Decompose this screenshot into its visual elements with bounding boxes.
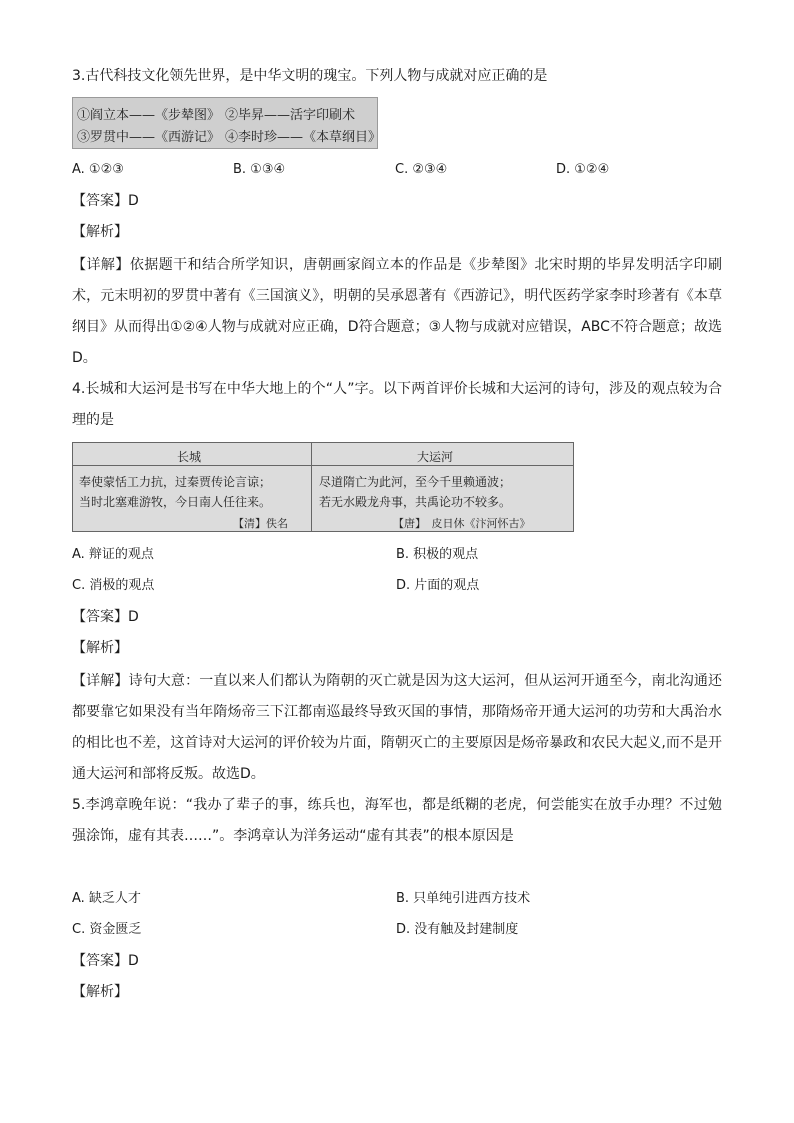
poem-left-line1: 奉使蒙恬工力抗，过秦贾传论言谅；	[79, 475, 272, 489]
q3-stem: 3.古代科技文化领先世界，是中华文明的瑰宝。下列人物与成就对应正确的是	[72, 68, 548, 84]
q4-analysis-label: 【解析】	[72, 640, 128, 656]
q3-item-3: ③罗贯中——《西游记》	[77, 130, 221, 145]
q3-item-4: ④李时珍——《本草纲目》	[225, 130, 382, 145]
q5-option-b: B. 只单纯引进西方技术	[396, 891, 531, 906]
q3-item-2: ②毕昇——活字印刷术	[225, 108, 356, 123]
poem-left-source: 【清】佚名	[233, 517, 288, 530]
poem-right-line1: 尽道隋亡为此河，至今千里赖通波；	[319, 475, 512, 489]
q3-option-d: D. ①②④	[556, 162, 610, 177]
q4-option-b: B. 积极的观点	[396, 547, 479, 562]
poem-left-title: 长城	[177, 450, 202, 464]
poem-divider	[311, 443, 312, 531]
q3-answer: 【答案】D	[72, 193, 139, 209]
q5-answer: 【答案】D	[72, 953, 139, 969]
q4-option-c: C. 消极的观点	[72, 578, 155, 593]
q4-option-a: A. 辩证的观点	[72, 547, 154, 562]
q4-poem-figure	[72, 442, 574, 532]
q4-option-d: D. 片面的观点	[396, 578, 480, 593]
poem-right-line2: 若无水殿龙舟事，共禹论功不较多。	[319, 495, 512, 509]
q5-option-c: C. 资金匮乏	[72, 922, 142, 937]
q3-option-c: C. ②③④	[395, 162, 448, 177]
q5-stem: 5.李鸿章晚年说：“我办了辈子的事，练兵也，海军也，都是纸糊的老虎，何尝能实在放手办理？不过勉强涂饰，虚有其表……”。李鸿章认为洋务运动“虚有其表”的根本原因是	[72, 797, 722, 844]
poem-header-rule	[73, 447, 573, 466]
poem-right-title: 大运河	[417, 450, 454, 464]
q4-answer: 【答案】D	[72, 609, 139, 625]
q3-option-a: A. ①②③	[72, 162, 124, 177]
poem-left-line2: 当时北塞难游牧，今日南人任往来。	[79, 495, 272, 509]
q3-detail: 【详解】依据题干和结合所学知识，唐朝画家阎立本的作品是《步辇图》北宋时期的毕昇发明活字印刷术，元末明初的罗贯中著有《三国演义》，明朝的吴承恩著有《西游记》，明代医药学家李时珍著有《本草纲目》从而得出①②④人物与成就对应正确，D符合题意；③人物与成就对应错误，ABC不符合题意；故选D。	[72, 257, 722, 366]
q4-stem: 4.长城和大运河是书写在中华大地上的个“人”字。以下两首评价长城和大运河的诗句，涉及的观点较为合理的是	[72, 381, 722, 428]
q3-item-1: ①阎立本——《步辇图》	[77, 108, 221, 123]
q4-detail: 【详解】诗句大意：一直以来人们都认为隋朝的灭亡就是因为这大运河，但从运河开通至今，南北沟通还都要靠它如果没有当年隋炀帝三下江都南巡最终导致灭国的事情，那隋炀帝开通大运河的功劳和大禹治水的相比也不差，这首诗对大运河的评价较为片面，隋朝灭亡的主要原因是炀帝暴政和农民大起义,而不是开通大运河和部将反叛。故选D。	[72, 673, 722, 782]
q3-option-b: B. ①③④	[233, 162, 286, 177]
q3-analysis-label: 【解析】	[72, 224, 128, 240]
q3-figure	[72, 97, 382, 149]
q5-analysis-label: 【解析】	[72, 984, 128, 1000]
poem-right-source: 【唐】 皮日休《汴河怀古》	[393, 517, 531, 530]
q5-option-a: A. 缺乏人才	[72, 891, 141, 906]
q5-option-d: D. 没有触及封建制度	[396, 922, 519, 937]
